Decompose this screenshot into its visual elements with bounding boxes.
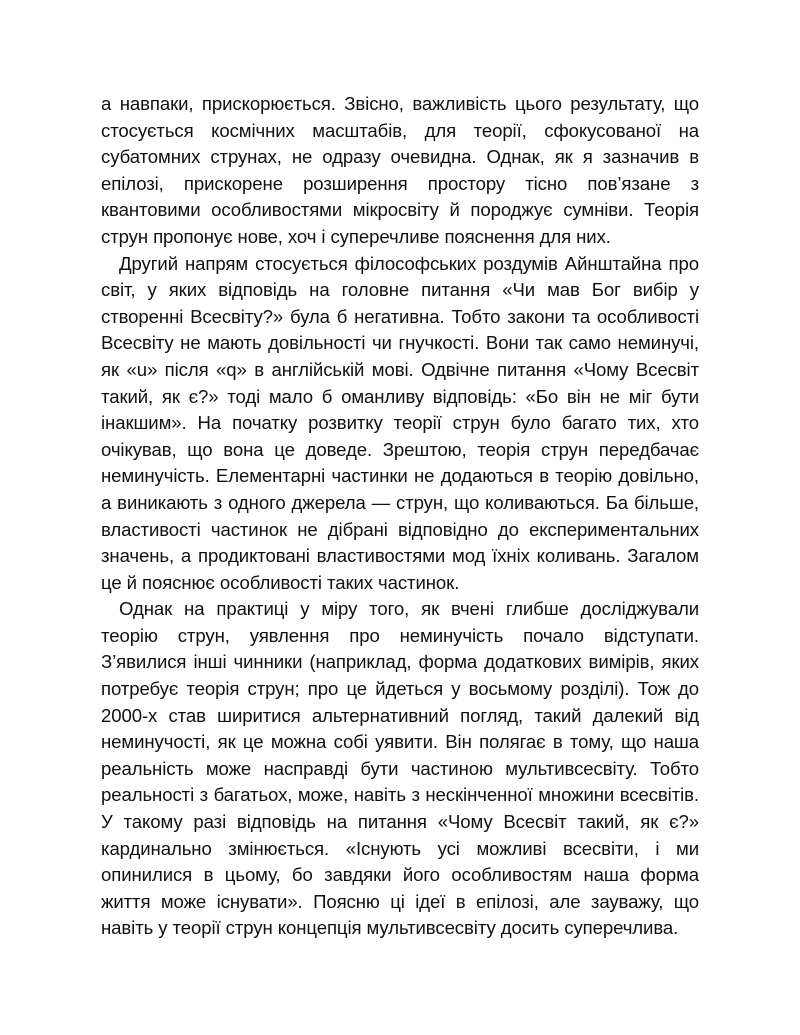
paragraph-1: а навпаки, прискорюється. Звісно, важливість цього результату, що стосується космічних масштабів, для теорії, сфокусованої на субатомних струнах, не одразу очевидна. Однак, як я зазначив в епілозі, прискорене розширення простору тісно пов’язане з квантовими особливостями мікросвіту й породжує сумніви. Теорія струн пропонує нове, хоч і суперечливе пояснення для них. [101,93,699,247]
paragraph-2: Другий напрям стосується філософських роздумів Айнштайна про світ, у яких відповідь на головне питання «Чи мав Бог вибір у створенні Всесвіту?» була б негативна. Тобто закони та особливості Всесвіту не мають довільності чи гнучкості. Вони так само неминучі, як «u» після «q» в англійській мові. Одвічне питання «Чому Всесвіт такий, як є?» тоді мало б оманливу відповідь: «Бо він не міг бути інакшим». На початку розвитку теорії струн було багато тих, хто очікував, що вона це доведе. Зрештою, теорія струн передбачає неминучість. Елементарні частинки не додаються в теорію довільно, а виникають з одного джерела — струн, що коливаються. Ба більше, властивості частинок не дібрані відповідно до експериментальних значень, а продиктовані властивостями мод їхніх коливань. Загалом це й пояснює особливості таких частинок. [101,252,699,593]
page-body [101,91,699,942]
paragraph-3: Однак на практиці у міру того, як вчені глибше досліджували теорію струн, уявлення про неминучість почало відступати. З’явилися інші чинники (наприклад, форма додаткових вимірів, яких потребує теорія струн; про це йдеться у восьмому розділі). Тож до 2000-х став ширитися альтернативний погляд, такий далекий від неминучості, як це можна собі уявити. Він полягає в тому, що наша реальність може насправді бути частиною мультивсесвіту. Тобто реальності з багатьох, може, навіть з нескінченної множини всесвітів. У такому разі відповідь на питання «Чому Всесвіт такий, як є?» кардинально змінюється. «Існують усі можливі всесвіти, і ми опинилися в цьому, бо завдяки його особливостям наша форма життя може існувати». Поясню ці ідеї в епілозі, але зауважу, що навіть у теорії струн концепція мультивсесвіту досить суперечлива. [101,598,699,939]
